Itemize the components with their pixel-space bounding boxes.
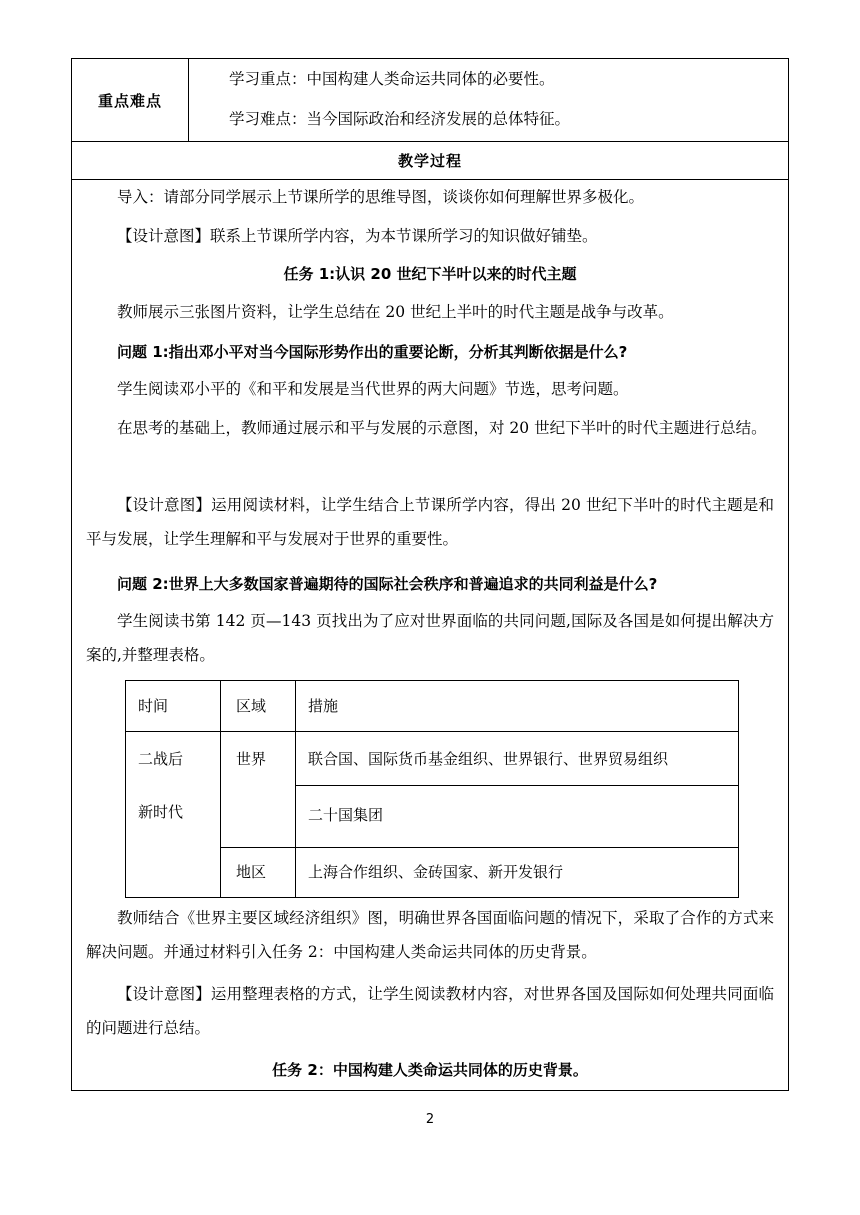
key-points-content [189,59,788,141]
measure-2: 二十国集团 [308,806,384,824]
intro-paragraph: 导入：请部分同学展示上节课所学的思维导图，谈谈你如何理解世界多极化。 [117,188,645,206]
lesson-plan-frame [71,58,789,1091]
question-2: 问题 2:世界上大多数国家普遍期待的国际社会秩序和普遍追求的共同利益是什么? [117,575,658,593]
teacher-paragraph-3: 教师结合《世界主要区域经济组织》图，明确世界各国面临问题的情况下，采取了合作的方式来解决问题。并通过材料引入任务 2：中国构建人类命运共同体的历史背景。 [86,909,774,961]
question-1: 问题 1:指出邓小平对当今国际形势作出的重要论断，分析其判断依据是什么? [117,343,628,361]
region-area: 地区 [236,863,267,881]
region-world: 世界 [236,750,267,768]
header-time: 时间 [138,697,169,715]
teacher-paragraph-1: 教师展示三张图片资料，让学生总结在 20 世纪上半叶的时代主题是战争与改革。 [117,303,674,321]
design-intent-2: 【设计意图】运用阅读材料，让学生结合上节课所学内容，得出 20 世纪下半叶的时代主题是和平与发展，让学生理解和平与发展对于世界的重要性。 [86,496,774,548]
measure-1: 联合国、国际货币基金组织、世界银行、世界贸易组织 [308,750,669,768]
design-intent-3: 【设计意图】运用整理表格的方式，让学生阅读教材内容，对世界各国及国际如何处理共同面临的问题进行总结。 [86,985,774,1037]
student-paragraph-1: 学生阅读邓小平的《和平和发展是当代世界的两大问题》节选，思考问题。 [117,380,629,398]
task-1-heading: 任务 1:认识 20 世纪下半叶以来的时代主题 [283,265,577,283]
student-paragraph-2: 学生阅读书第 142 页—143 页找出为了应对世界面临的共同问题,国际及各国是如何提出解决方案的,并整理表格。 [86,612,774,664]
table-divider [220,847,738,848]
table-divider [126,731,738,732]
teacher-paragraph-2: 在思考的基础上，教师通过展示和平与发展的示意图，对 20 世纪下半叶的时代主题进行总结。 [117,419,767,437]
header-measures: 措施 [308,697,339,715]
measures-table [125,680,739,898]
task-2-heading: 任务 2：中国构建人类命运共同体的历史背景。 [272,1061,588,1079]
time-newera: 新时代 [138,803,184,821]
key-points-row [72,59,788,142]
table-divider [295,785,738,786]
design-intent-1: 【设计意图】联系上节课所学内容，为本节课所学习的知识做好铺垫。 [117,227,598,245]
table-divider [295,681,296,897]
header-region: 区域 [236,697,267,715]
teaching-process-title: 教学过程 [72,141,788,180]
learning-focus: 学习重点：中国构建人类命运共同体的必要性。 [229,70,555,88]
time-postwar: 二战后 [138,750,184,768]
measure-3: 上海合作组织、金砖国家、新开发银行 [308,863,564,881]
table-divider [220,681,221,897]
key-points-label: 重点难点 [72,59,189,141]
learning-difficulty: 学习难点：当今国际政治和经济发展的总体特征。 [229,110,571,128]
page-number: 2 [425,1112,435,1127]
